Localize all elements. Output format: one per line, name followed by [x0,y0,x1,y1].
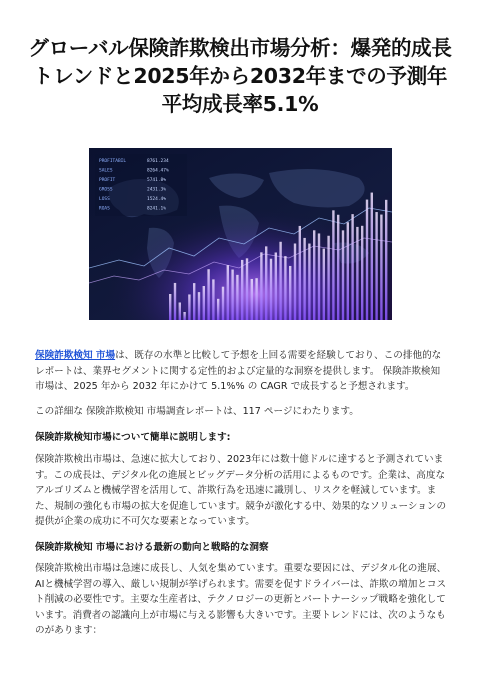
bar [222,287,224,320]
bar [308,244,310,320]
bar [183,312,185,320]
panel-row-value: 2431.3% [147,187,166,193]
bar [356,227,358,320]
bar [299,226,301,320]
panel-row-value: 1524.4% [147,197,166,202]
panel-row-label: LOSS [99,197,110,202]
bar [227,265,229,320]
panel-row-label: ROAS [99,206,110,212]
panel-row-label: SALES [99,168,113,174]
bar [236,275,238,320]
bar [366,200,368,320]
panel-row-label: PROFITABIL [99,159,127,164]
bar [279,242,281,320]
bar [203,286,205,320]
bar [284,256,286,320]
bar [212,279,214,320]
intro-text: は、既存の水準と比較して予想を上回る需要を経験しており、この排他的なレポートは、業界セグメントに関する定性的および定量的な洞察を提供します。 保険詐欺検知市場は、2025 年から 2032 年にかけて 5.1%% の CAGR で成長すると予想されます。 [35,350,442,393]
section2-heading: 保険詐欺検知 市場における最新の動向と戦略的な洞察 [35,542,269,553]
bar [323,249,325,320]
bar [193,283,195,320]
bar [260,252,262,320]
panel-row-value: 8761.234 [147,159,169,164]
bar [375,212,377,320]
bar [241,260,243,320]
bar [207,269,209,320]
section2-body: 保険詐欺検出市場は急速に成長し、人気を集めています。重要な要因には、デジタル化の進展、AIと機械学習の導入、厳しい規制が挙げられます。需要を促すドライバーは、詐欺の増加とコスト削減の必要性です。主要な生産者は、テクノロジーの更新とパートナーシップ戦略を強化しています。消費者の認識向上が市場に与える影響も大きいです。主要トレンドには、次のようなものがあります： [35,563,447,637]
bar [294,243,296,320]
bar [351,214,353,320]
bar [265,246,267,320]
intro-paragraph [35,348,447,395]
bar [198,292,200,320]
financial-chart-illustration [89,148,392,320]
bar [332,210,334,320]
bar [371,193,373,320]
panel-row-value: 5741.8% [147,178,166,183]
panel-row-value: 8241.1% [147,206,166,212]
panel-row-label: GROSS [99,187,113,193]
data-panel [95,154,187,216]
page-title: グローバル保険詐欺検出市場分析：爆発的成長トレンドと2025年から2032年までの予測年平均成長率5.1% [28,36,452,116]
bar [327,236,329,320]
panel-row-value: 8264.47% [147,168,169,174]
bar [188,294,190,320]
panel-row-label: PROFIT [99,178,116,183]
bar [337,215,339,320]
bar [169,294,171,320]
market-link[interactable]: 保険詐欺検知 市場 [35,350,116,361]
bar [289,266,291,320]
bar [251,279,253,320]
bar [255,278,257,320]
bar [275,252,277,320]
bar [246,258,248,320]
bar [361,226,363,320]
bar [231,270,233,320]
bar [303,238,305,320]
section1-heading: 保険詐欺検知市場について簡単に説明します: [35,432,231,443]
bar [313,230,315,320]
bar [385,200,387,320]
section1-body: 保険詐欺検出市場は、急速に拡大しており、2023年には数十億ドルに達すると予測されています。この成長は、デジタル化の進展とビッグデータ分析の活用によるものです。企業は、高度なアルゴリズムと機械学習を活用して、詐欺行為を迅速に識別し、リスクを軽減しています。また、規制の強化も市場の拡大を促進しています。競争が激化する中、効果的なソリューションの提供が企業の成功に不可欠な要素となっています。 [35,454,447,528]
bar [318,233,320,320]
bar [347,222,349,320]
bar [179,302,181,320]
hero-image [89,148,392,320]
bar [217,299,219,320]
bar [380,215,382,320]
bar [174,283,176,320]
pages-note: この詳細な 保険詐欺検知 市場調査レポートは、117 ページにわたります。 [35,406,359,417]
bar [342,230,344,320]
bar [270,259,272,320]
